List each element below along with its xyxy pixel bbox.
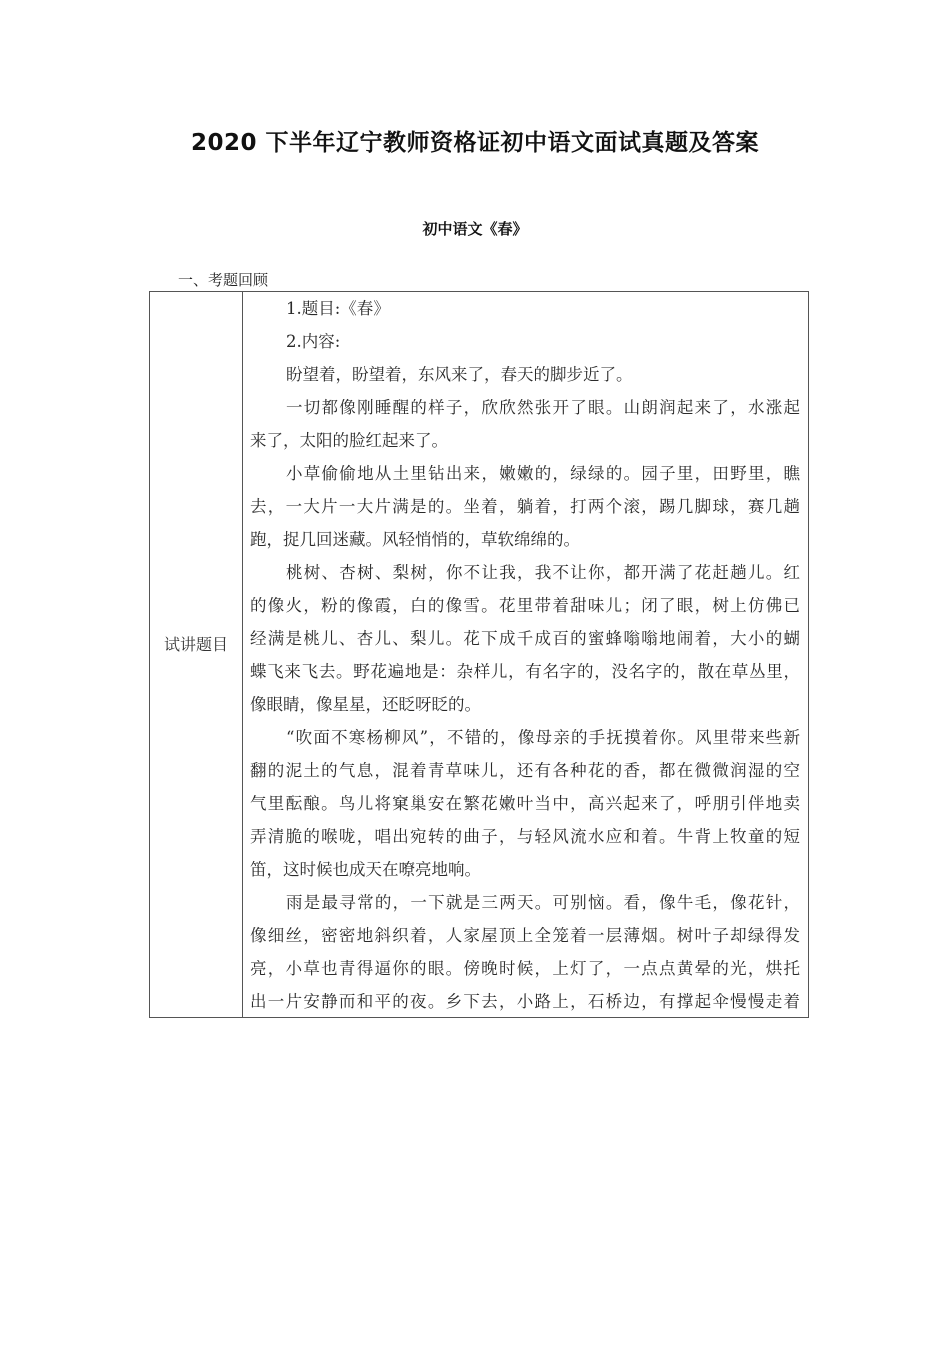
passage-line: 小草偷偷地从土里钻出来，嫩嫩的，绿绿的。园子里，田野里，瞧 [286,464,800,483]
passage-line: 2.内容: [286,332,341,351]
exam-table [149,291,809,1018]
passage-line: 盼望着，盼望着，东风来了，春天的脚步近了。 [286,365,633,384]
passage-line: 像眼睛，像星星，还眨呀眨的。 [250,695,481,714]
passage-line: 雨是最寻常的，一下就是三两天。可别恼。看，像牛毛，像花针， [286,893,800,912]
row-label: 试讲题目 [163,635,228,654]
passage-line: 跑，捉几回迷藏。风轻悄悄的，草软绵绵的。 [250,530,580,549]
passage-line: 亮，小草也青得逼你的眼。傍晚时候，上灯了，一点点黄晕的光，烘托 [250,959,800,978]
passage-line: 气里酝酿。鸟儿将窠巢安在繁花嫩叶当中，高兴起来了，呼朋引伴地卖 [250,794,800,813]
passage-line: 去，一大片一大片满是的。坐着，躺着，打两个滚，踢几脚球，赛几趟 [250,497,800,516]
document-title: 2020 下半年辽宁教师资格证初中语文面试真题及答案 [190,130,760,156]
passage-line: 经满是桃儿、杏儿、梨儿。花下成千成百的蜜蜂嗡嗡地闹着，大小的蝴 [250,629,800,648]
passage-content [250,292,800,1018]
passage-line: 蝶飞来飞去。野花遍地是：杂样儿，有名字的，没名字的，散在草丛里， [250,662,800,681]
passage-line: 像细丝，密密地斜织着，人家屋顶上全笼着一层薄烟。树叶子却绿得发 [250,926,800,945]
document-subtitle: 初中语文《春》 [422,220,528,238]
column-divider [242,292,243,1017]
passage-line: 笛，这时候也成天在嘹亮地响。 [250,860,481,879]
passage-line: 出一片安静而和平的夜。乡下去，小路上，石桥边，有撑起伞慢慢走着 [250,992,800,1011]
passage-line: 一切都像刚睡醒的样子，欣欣然张开了眼。山朗润起来了，水涨起 [286,398,800,417]
passage-line: 弄清脆的喉咙，唱出宛转的曲子，与轻风流水应和着。牛背上牧童的短 [250,827,800,846]
passage-line: 1.题目:《春》 [286,299,390,318]
passage-line: 的像火，粉的像霞，白的像雪。花里带着甜味儿；闭了眼，树上仿佛已 [250,596,800,615]
passage-line: 来了，太阳的脸红起来了。 [250,431,448,450]
section-heading: 一、考题回顾 [178,271,269,289]
passage-line: 翻的泥土的气息，混着青草味儿，还有各种花的香，都在微微润湿的空 [250,761,800,780]
passage-line: 桃树、杏树、梨树，你不让我，我不让你，都开满了花赶趟儿。红 [286,563,800,582]
passage-line: “吹面不寒杨柳风”，不错的，像母亲的手抚摸着你。风里带来些新 [286,728,800,747]
